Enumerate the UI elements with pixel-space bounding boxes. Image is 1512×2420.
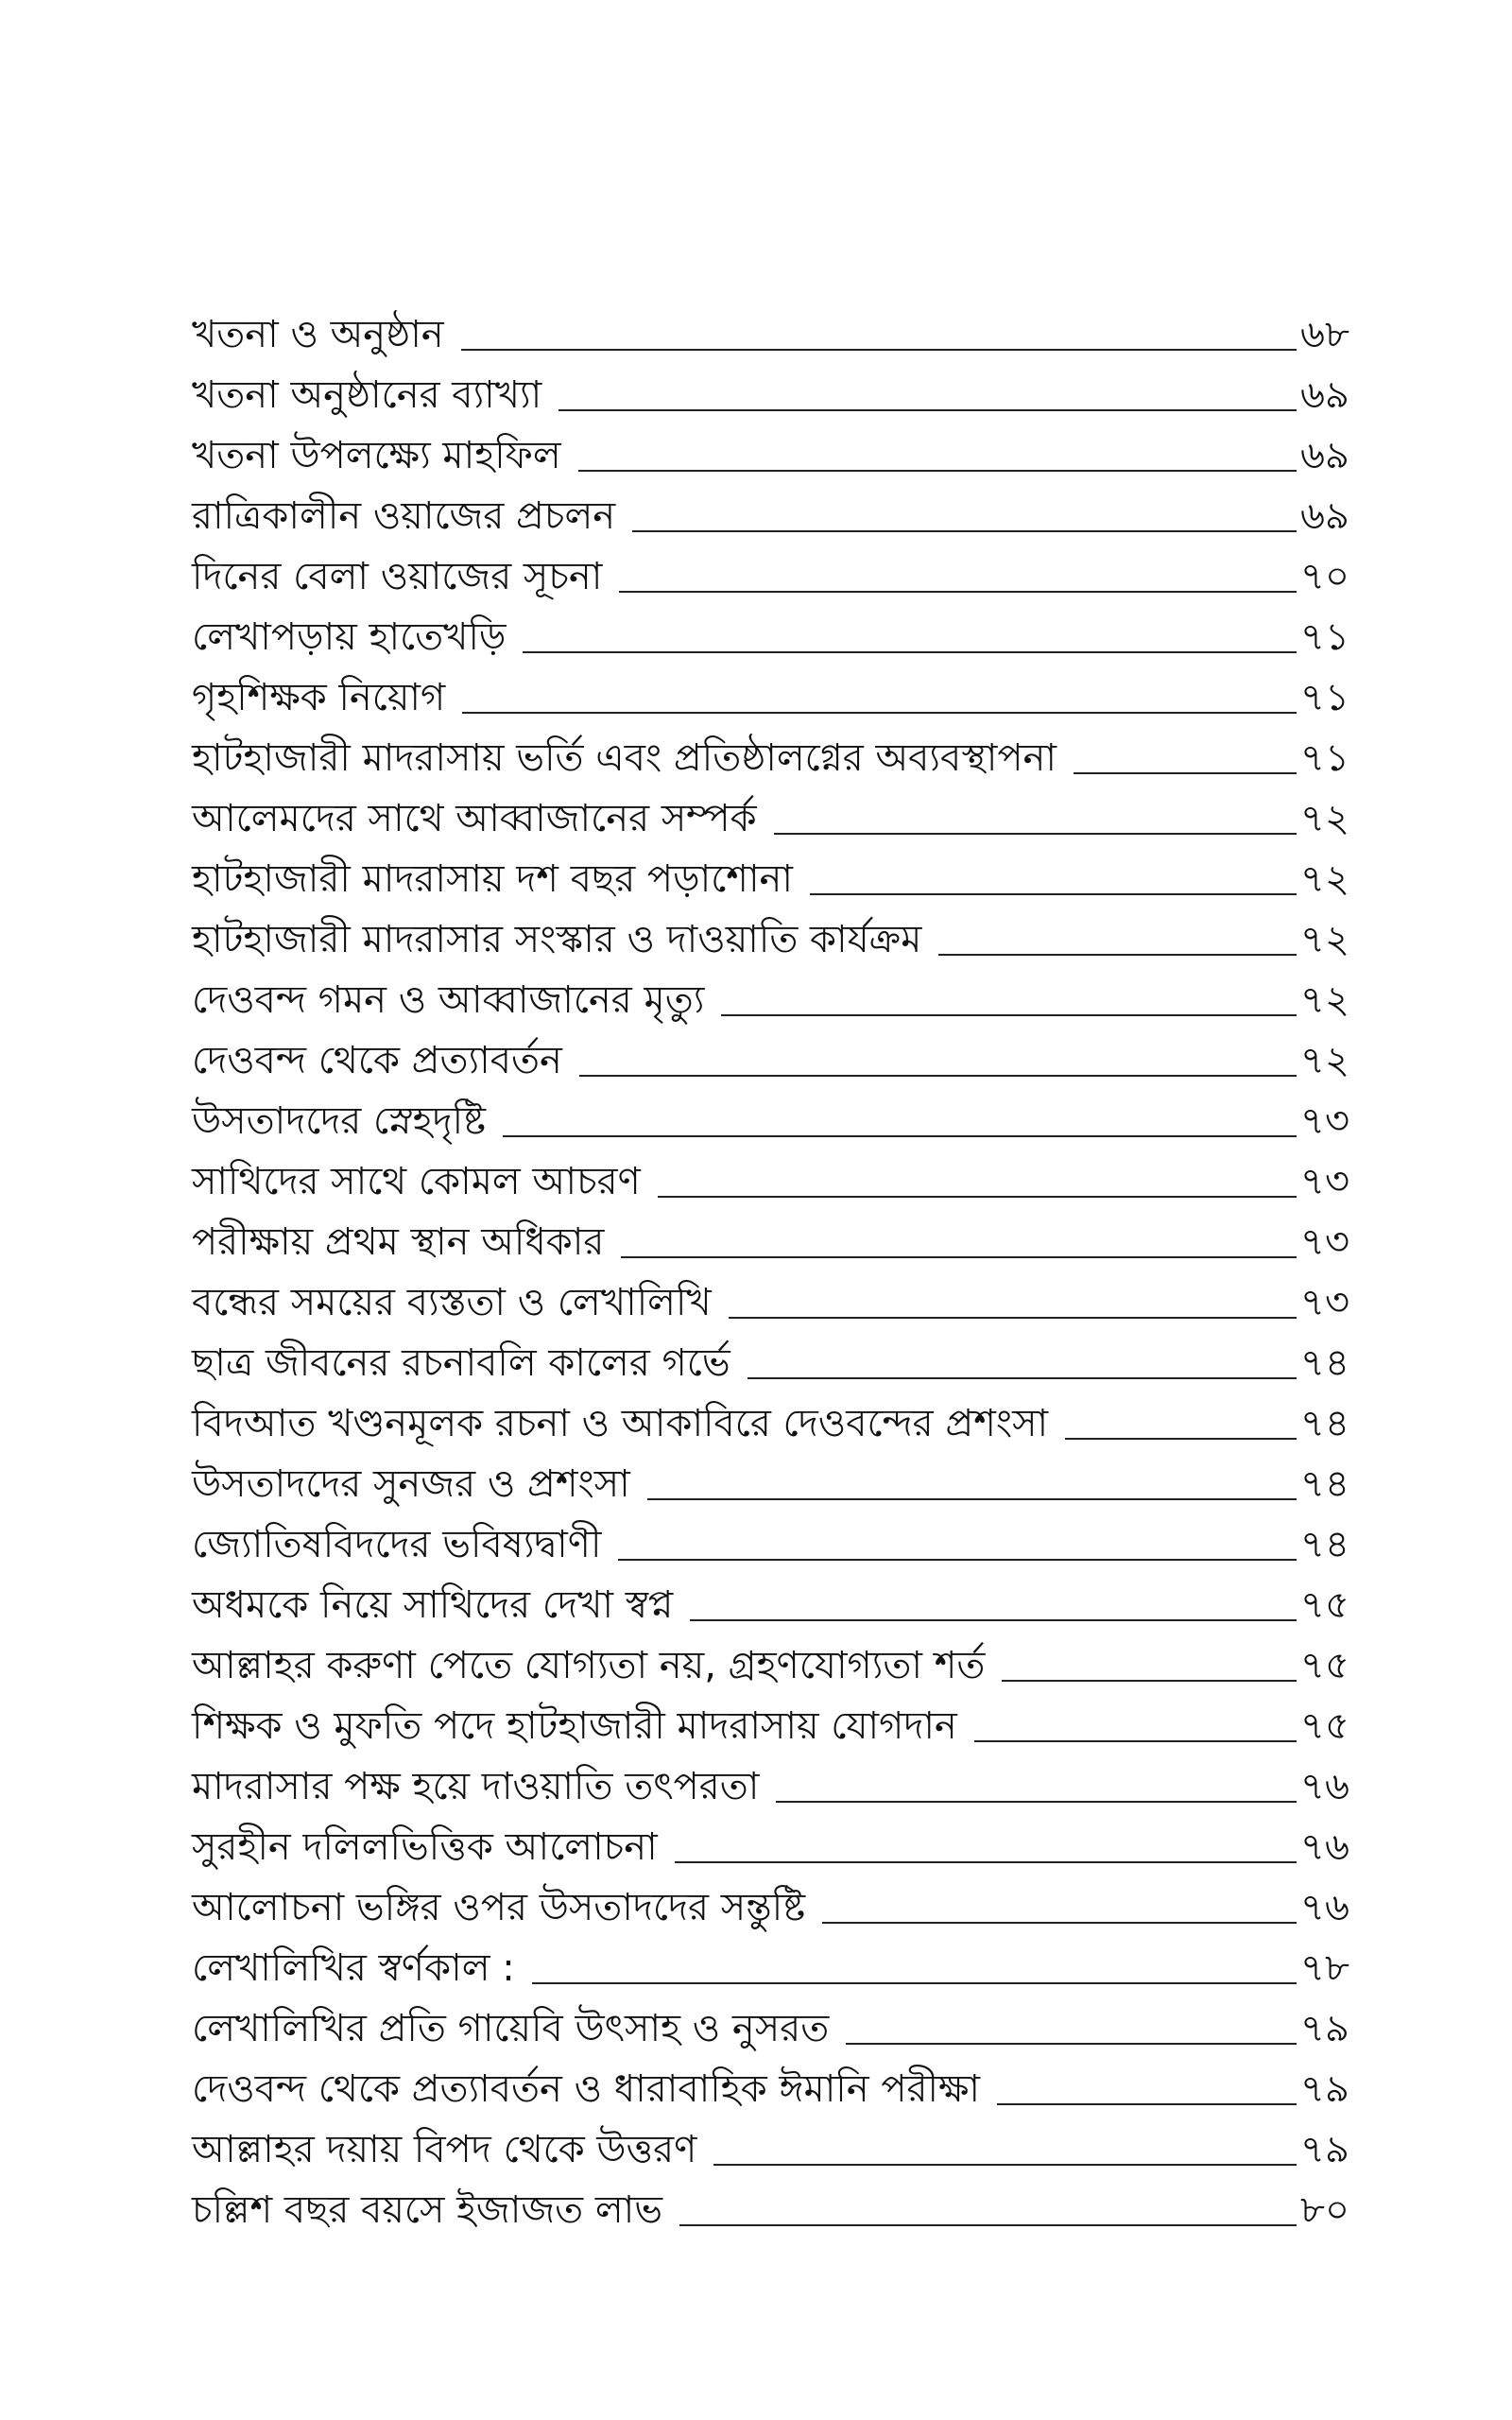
toc-entry-page: ৬৯ (1300, 373, 1349, 417)
toc-entry[interactable] (192, 1692, 1349, 1753)
toc-leader-line (747, 1377, 1297, 1379)
toc-entry-page: ৭৫ (1300, 1704, 1349, 1748)
toc-entry-title: জ্যোতিষবিদদের ভবিষ্যদ্বাণী (192, 1523, 602, 1566)
toc-leader-line (647, 1498, 1297, 1500)
toc-leader-line (774, 833, 1297, 835)
toc-entry[interactable] (192, 1753, 1349, 1813)
toc-entry[interactable] (192, 1995, 1349, 2055)
toc-leader-line (690, 1619, 1297, 1621)
toc-leader-line (974, 1740, 1297, 1742)
toc-leader-line (1074, 772, 1297, 774)
toc-entry[interactable] (192, 1390, 1349, 1450)
toc-entry[interactable] (192, 361, 1349, 422)
toc-entry[interactable] (192, 301, 1349, 361)
toc-entry-page: ৭৯ (1300, 2067, 1349, 2111)
toc-entry-title: দেওবন্দ গমন ও আব্বাজানের মৃত্যু (192, 978, 705, 1022)
toc-entry-page: ৭০ (1299, 555, 1349, 598)
toc-entry[interactable] (192, 845, 1349, 906)
toc-entry[interactable] (192, 1511, 1349, 1571)
toc-entry-page: ৭১ (1300, 736, 1349, 780)
toc-entry[interactable] (192, 966, 1349, 1027)
toc-entry-page: ৭৩ (1299, 1160, 1349, 1203)
toc-entry-title: অধমকে নিয়ে সাথিদের দেখা স্বপ্ন (192, 1583, 674, 1627)
toc-entry-title: দেওবন্দ থেকে প্রত্যাবর্তন (192, 1039, 562, 1082)
toc-entry-title: দিনের বেলা ওয়াজের সূচনা (192, 555, 603, 598)
toc-entry[interactable] (192, 1450, 1349, 1511)
toc-entry-title: রাত্রিকালীন ওয়াজের প্রচলন (192, 494, 616, 538)
toc-entry-page: ৭১ (1300, 676, 1349, 719)
toc-leader-line (523, 651, 1297, 653)
toc-leader-line (938, 954, 1297, 956)
toc-entry-page: ৭৬ (1299, 1765, 1349, 1808)
toc-entry[interactable] (192, 1632, 1349, 1692)
toc-entry[interactable] (192, 1148, 1349, 1208)
toc-entry-page: ৭১ (1300, 615, 1349, 659)
toc-entry[interactable] (192, 724, 1349, 785)
toc-entry-page: ৭৪ (1300, 1523, 1349, 1566)
toc-entry-page: ৭৩ (1299, 1220, 1349, 1264)
toc-entry-title: লেখালিখির প্রতি গায়েবি উৎসাহ ও নুসরত (192, 2007, 830, 2050)
toc-leader-line (578, 470, 1297, 472)
toc-entry[interactable] (192, 1087, 1349, 1148)
toc-entry[interactable] (192, 482, 1349, 543)
toc-entry[interactable] (192, 1027, 1349, 1087)
toc-leader-line (713, 2164, 1297, 2166)
toc-entry-title: সাথিদের সাথে কোমল আচরণ (192, 1160, 641, 1203)
toc-entry-page: ৭৯ (1300, 2128, 1349, 2171)
toc-leader-line (1065, 1438, 1297, 1440)
toc-entry-page: ৭২ (1299, 978, 1349, 1022)
toc-entry-page: ৬৮ (1300, 313, 1349, 356)
toc-entry[interactable] (192, 422, 1349, 482)
toc-leader-line (822, 1922, 1297, 1924)
toc-leader-line (1002, 1680, 1297, 1682)
toc-entry-page: ৭৪ (1300, 1402, 1349, 1445)
toc-entry-page: ৬৯ (1300, 434, 1349, 477)
toc-entry-title: উসতাদদের সুনজর ও প্রশংসা (192, 1462, 630, 1506)
toc-entry-page: ৭২ (1299, 797, 1349, 840)
toc-entry-page: ৭৩ (1299, 1099, 1349, 1143)
toc-entry[interactable] (192, 2116, 1349, 2176)
toc-entry-page: ৬৯ (1300, 494, 1349, 538)
toc-entry-page: ৭৩ (1299, 1281, 1349, 1324)
toc-entry-title: হাটহাজারী মাদরাসার সংস্কার ও দাওয়াতি কার্যক্রম (192, 918, 922, 961)
table-of-contents (192, 301, 1349, 2237)
toc-leader-line (776, 1801, 1297, 1803)
toc-leader-line (997, 2103, 1297, 2105)
toc-entry[interactable] (192, 1329, 1349, 1390)
toc-entry-page: ৭২ (1299, 918, 1349, 961)
toc-leader-line (679, 2224, 1297, 2226)
toc-entry-page: ৭৪ (1300, 1341, 1349, 1385)
toc-leader-line (675, 1861, 1297, 1863)
toc-entry-page: ৭২ (1299, 1039, 1349, 1082)
toc-entry-title: হাটহাজারী মাদরাসায় ভর্তি এবং প্রতিষ্ঠালগ্নের অব্যবস্থাপনা (192, 736, 1057, 780)
toc-leader-line (619, 591, 1297, 593)
toc-leader-line (721, 1014, 1297, 1016)
toc-leader-line (618, 1559, 1297, 1561)
toc-leader-line (810, 893, 1297, 895)
toc-entry-page: ৭৫ (1300, 1583, 1349, 1627)
toc-leader-line (558, 409, 1297, 411)
toc-entry-page: ৭৫ (1300, 1644, 1349, 1687)
toc-entry[interactable] (192, 906, 1349, 966)
toc-entry-title: লেখালিখির স্বর্ণকাল : (192, 1946, 515, 1990)
toc-entry-title: দেওবন্দ থেকে প্রত্যাবর্তন ও ধারাবাহিক ঈমানি পরীক্ষা (192, 2067, 980, 2111)
toc-entry-page: ৭৯ (1300, 2007, 1349, 2050)
toc-entry[interactable] (192, 1208, 1349, 1269)
toc-entry-title: সুরহীন দলিলভিত্তিক আলোচনা (192, 1825, 658, 1869)
toc-leader-line (503, 1135, 1297, 1137)
toc-entry-title: হাটহাজারী মাদরাসায় দশ বছর পড়াশোনা (192, 857, 794, 901)
toc-entry-title: খতনা ও অনুষ্ঠান (192, 313, 444, 356)
toc-entry-title: মাদরাসার পক্ষ হয়ে দাওয়াতি তৎপরতা (192, 1765, 760, 1808)
toc-leader-line (621, 1256, 1297, 1258)
toc-entry[interactable] (192, 2176, 1349, 2237)
toc-leader-line (729, 1317, 1297, 1319)
toc-entry[interactable] (192, 1934, 1349, 1995)
toc-entry-title: খতনা উপলক্ষ্যে মাহফিল (192, 434, 561, 477)
toc-entry-title: খতনা অনুষ্ঠানের ব্যাখ্যা (192, 373, 542, 417)
toc-entry-title: চল্লিশ বছর বয়সে ইজাজত লাভ (192, 2188, 663, 2232)
toc-entry-title: বিদআত খণ্ডনমূলক রচনা ও আকাবিরে দেওবন্দের প্রশংসা (192, 1402, 1049, 1445)
toc-entry-page: ৭৪ (1300, 1462, 1349, 1506)
toc-entry[interactable] (192, 603, 1349, 664)
toc-entry-title: গৃহশিক্ষক নিয়োগ (192, 676, 446, 719)
toc-leader-line (461, 349, 1297, 351)
toc-leader-line (462, 712, 1297, 714)
toc-entry-page: ৭৬ (1299, 1886, 1349, 1929)
toc-entry-page: ৮০ (1300, 2188, 1349, 2232)
toc-leader-line (532, 1982, 1297, 1984)
toc-entry-title: লেখাপড়ায় হাতেখড়ি (192, 615, 507, 659)
toc-entry[interactable] (192, 785, 1349, 845)
toc-entry-title: আলেমদের সাথে আব্বাজানের সম্পর্ক (192, 797, 757, 840)
toc-entry[interactable] (192, 1571, 1349, 1632)
toc-entry[interactable] (192, 1813, 1349, 1874)
toc-entry-title: বন্ধের সময়ের ব্যস্ততা ও লেখালিখি (192, 1281, 712, 1324)
toc-entry[interactable] (192, 543, 1349, 603)
toc-leader-line (632, 530, 1297, 532)
toc-entry[interactable] (192, 1874, 1349, 1934)
toc-leader-line (579, 1075, 1297, 1077)
toc-entry-title: উসতাদদের স্নেহদৃষ্টি (192, 1099, 487, 1143)
toc-entry-title: পরীক্ষায় প্রথম স্থান অধিকার (192, 1220, 605, 1264)
toc-entry-title: আল্লাহর করুণা পেতে যোগ্যতা নয়, গ্রহণযোগ্যতা শর্ত (192, 1644, 986, 1687)
toc-entry-title: ছাত্র জীবনের রচনাবলি কালের গর্ভে (192, 1341, 730, 1385)
toc-entry-title: আলোচনা ভঙ্গির ওপর উসতাদদের সন্তুষ্টি (192, 1886, 806, 1929)
toc-entry[interactable] (192, 2055, 1349, 2116)
toc-entry[interactable] (192, 1269, 1349, 1329)
toc-leader-line (658, 1196, 1297, 1198)
toc-entry-page: ৭৮ (1300, 1946, 1349, 1990)
toc-entry-title: শিক্ষক ও মুফতি পদে হাটহাজারী মাদরাসায় যোগদান (192, 1704, 957, 1748)
toc-entry[interactable] (192, 664, 1349, 724)
toc-entry-page: ৭২ (1299, 857, 1349, 901)
toc-entry-page: ৭৬ (1299, 1825, 1349, 1869)
toc-entry-title: আল্লাহর দয়ায় বিপদ থেকে উত্তরণ (192, 2128, 697, 2171)
toc-leader-line (846, 2043, 1297, 2045)
